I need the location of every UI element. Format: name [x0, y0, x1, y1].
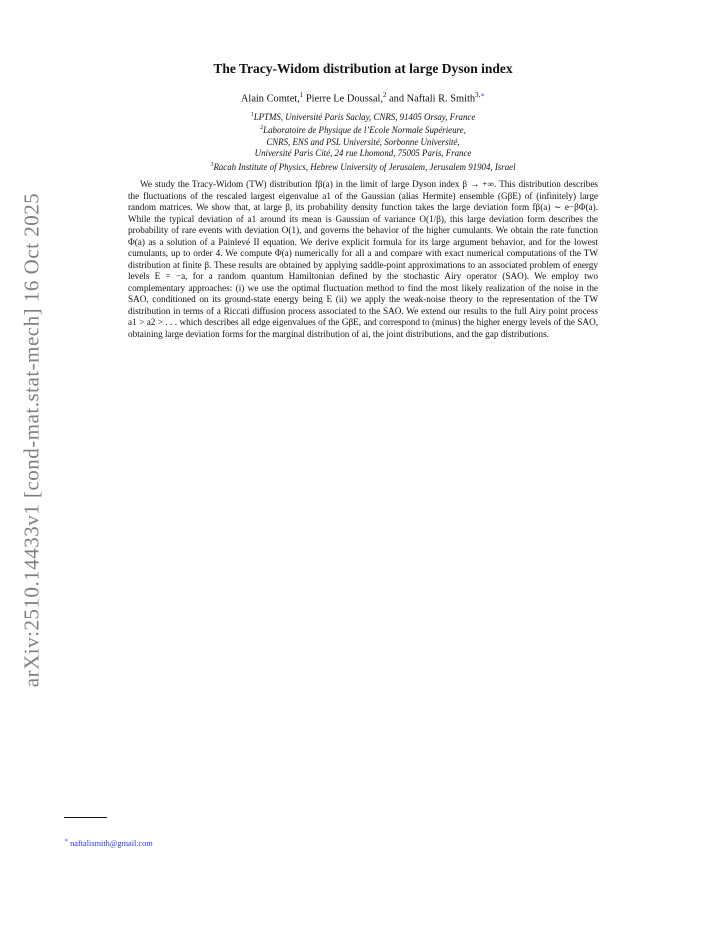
- affiliation-mark: 2: [382, 91, 387, 99]
- affiliation-line: [128, 160, 598, 173]
- arxiv-identifier: arXiv:2510.14433v1 [cond-mat.stat-mech] 16 Oct 2025: [19, 192, 44, 688]
- arxiv-sidebar-stamp: [16, 192, 48, 688]
- author-name: Alain Comtet,: [240, 93, 300, 105]
- affiliation-text: Laboratoire de Physique de l’Ecole Normale Supérieure,: [263, 125, 466, 136]
- email-link[interactable]: naftalismith@gmail.com: [70, 838, 153, 848]
- footnote: [64, 837, 153, 848]
- author-name: and Naftali R. Smith: [386, 93, 476, 105]
- affiliation-list: [128, 110, 598, 173]
- footnote-divider: [64, 817, 107, 818]
- affiliation-mark: 1: [299, 91, 304, 99]
- affiliation-text: Université Paris Cité, 24 rue Lhomond, 75005 Paris, France: [254, 148, 472, 159]
- corresponding-author-link[interactable]: ∗: [480, 91, 486, 99]
- abstract: We study the Tracy-Widom (TW) distribution fβ(a) in the limit of large Dyson index β → +∞. This distribution describes the fluctuations of the rescaled largest eigenvalue a1 of the Gaussian (alias Hermite) ensemble (GβE) of (infinitely) large random matrices. We show that, at large β, its probability density function takes the large deviation form fβ(a) ∼ e−βΦ(a). While the typical deviation of a1 around its mean is Gaussian of variance O(1/β), this large deviation form describes the probability of rare events with deviation O(1), and governs the behavior of the higher cumulants. We obtain the rate function Φ(a) as a solution of a Painlevé II equation. We derive explicit formula for its large argument behavior, and for the lowest cumulants, up to order 4. We compute Φ(a) numerically for all a and compare with exact numerical computations of the TW distribution at finite β. These results are obtained by applying saddle-point approximations to an associated problem of energy levels E = −a, for a random quantum Hamiltonian defined by the stochastic Airy operator (SAO). We employ two complementary approaches: (i) we use the optimal fluctuation method to find the most likely realization of the noise in the SAO, conditioned on its ground-state energy being E (ii) we apply the weak-noise theory to the representation of the TW distribution in terms of a Riccati diffusion process associated to the SAO. We extend our results to the full Airy point process a1 > a2 > . . . which describes all edge eigenvalues of the GβE, and correspond to (minus) the higher energy levels of the SAO, obtaining large deviation forms for the marginal distribution of ai, the joint distributions, and the gap distributions.: [128, 179, 598, 339]
- affiliation-mark: 3,: [475, 91, 481, 99]
- affiliation-mark: 3: [210, 161, 214, 168]
- author-list: [128, 91, 598, 104]
- affiliation-mark: 2: [260, 125, 264, 132]
- affiliation-line: [128, 148, 598, 159]
- affiliation-line: [128, 110, 598, 123]
- paper-title: The Tracy-Widom distribution at large Dyson index: [213, 61, 513, 76]
- affiliation-line: [128, 137, 598, 148]
- affiliation-text: CNRS, ENS and PSL Université, Sorbonne Université,: [266, 136, 460, 147]
- affiliation-text: LPTMS, Université Paris Saclay, CNRS, 91405 Orsay, France: [253, 111, 476, 122]
- affiliation-mark: 1: [250, 112, 254, 118]
- footnote-mark: ∗: [64, 838, 69, 844]
- affiliation-line: [128, 123, 598, 136]
- author-name: Pierre Le Doussal,: [303, 93, 383, 105]
- affiliation-text: Racah Institute of Physics, Hebrew University of Jerusalem, Jerusalem 91904, Israel: [213, 161, 516, 172]
